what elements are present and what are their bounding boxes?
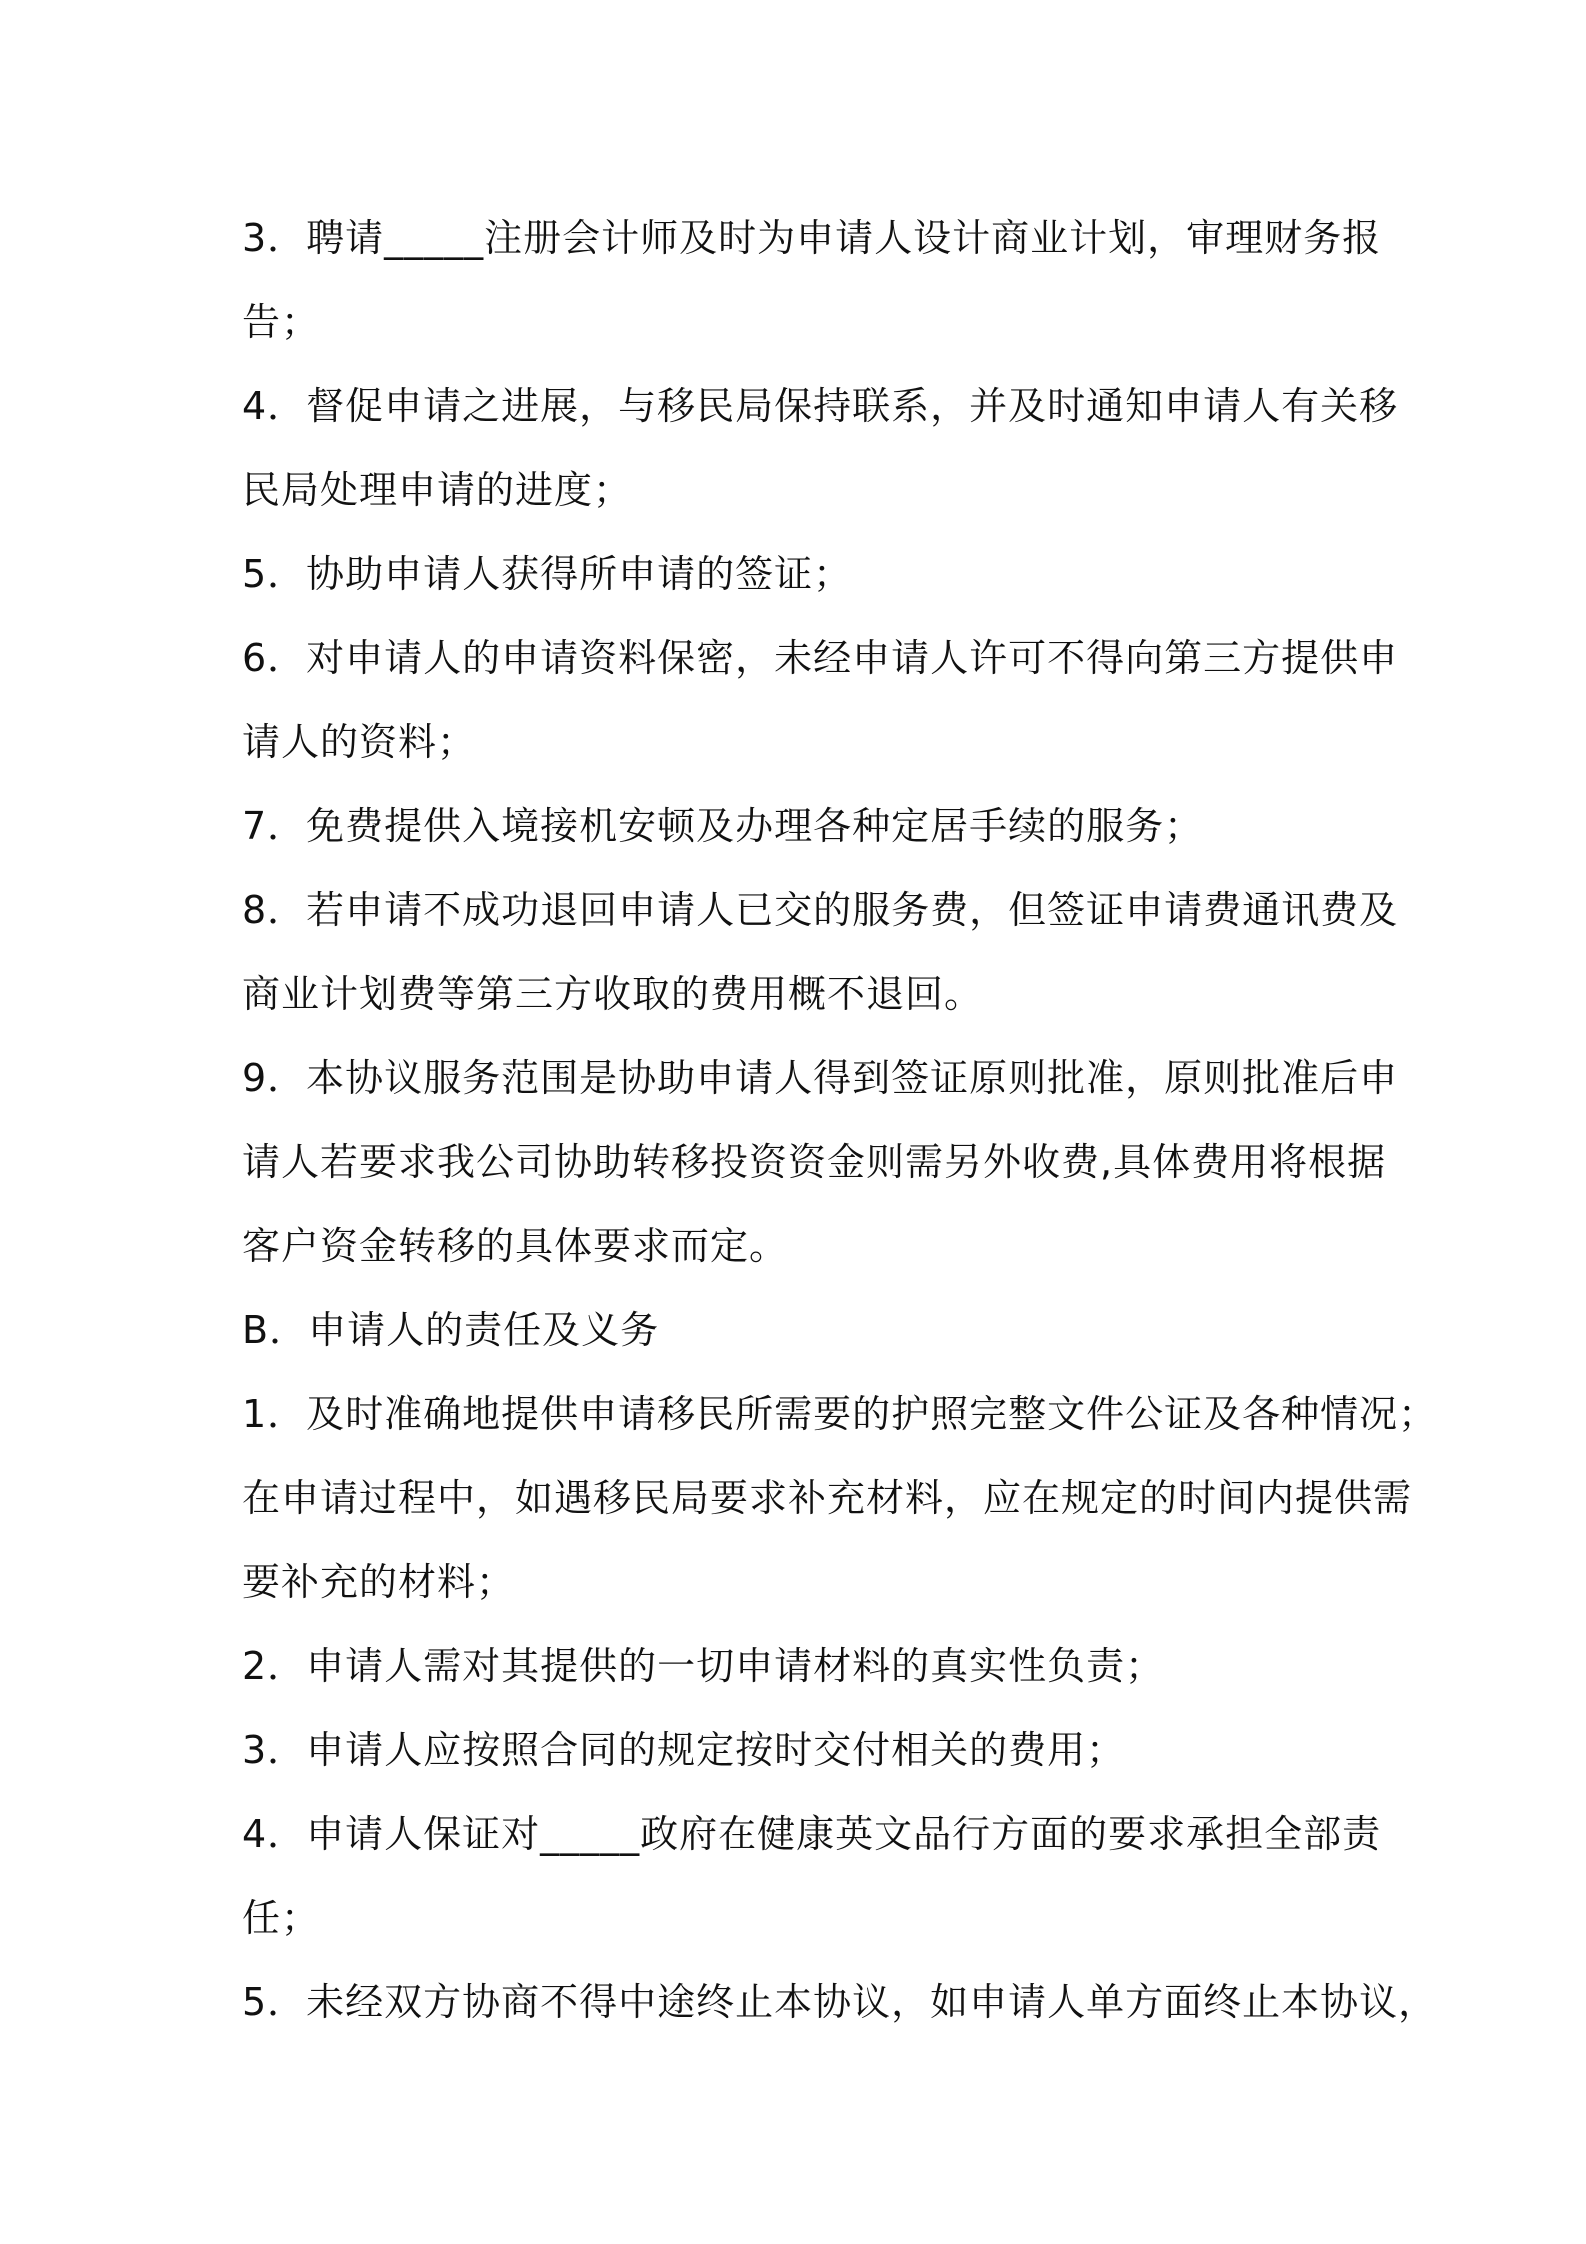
text-line-10: 商业计划费等第三方收取的费用概不退回。 (242, 972, 984, 1016)
text-line-5: 5．协助申请人获得所申请的签证； (242, 552, 853, 596)
text-line-19: 3．申请人应按照合同的规定按时交付相关的费用； (242, 1728, 1126, 1772)
text-line-2: 告； (242, 300, 321, 344)
section-heading-b: B．申请人的责任及义务 (242, 1308, 660, 1352)
text-line-7: 请人的资料； (242, 720, 477, 764)
text-line-13: 客户资金转移的具体要求而定。 (242, 1224, 789, 1268)
text-line-20: 4．申请人保证对_____政府在健康英文品行方面的要求承担全部责 (242, 1812, 1382, 1856)
text-line-17: 要补充的材料； (242, 1560, 516, 1604)
text-line-16: 在申请过程中，如遇移民局要求补充材料，应在规定的时间内提供需 (242, 1476, 1413, 1520)
text-line-11: 9．本协议服务范围是协助申请人得到签证原则批准，原则批准后申 (242, 1056, 1399, 1100)
text-line-15: 1．及时准确地提供申请移民所需要的护照完整文件公证及各种情况； (242, 1392, 1438, 1436)
text-line-9: 8．若申请不成功退回申请人已交的服务费，但签证申请费通讯费及 (242, 888, 1399, 932)
text-line-21: 任； (242, 1896, 321, 1940)
text-line-8: 7．免费提供入境接机安顿及办理各种定居手续的服务； (242, 804, 1204, 848)
document-body (242, 196, 1438, 2044)
text-line-12: 请人若要求我公司协助转移投资资金则需另外收费,具体费用将根据 (242, 1140, 1387, 1184)
text-line-4: 民局处理申请的进度； (242, 468, 633, 512)
text-line-18: 2．申请人需对其提供的一切申请材料的真实性负责； (242, 1644, 1165, 1688)
text-line-3: 4．督促申请之进展，与移民局保持联系，并及时通知申请人有关移 (242, 384, 1399, 428)
text-line-6: 6．对申请人的申请资料保密，未经申请人许可不得向第三方提供申 (242, 636, 1399, 680)
text-line-1: 3．聘请_____注册会计师及时为申请人设计商业计划，审理财务报 (242, 216, 1382, 260)
text-line-22: 5．未经双方协商不得中途终止本协议，如申请人单方面终止本协议， (242, 1980, 1438, 2024)
